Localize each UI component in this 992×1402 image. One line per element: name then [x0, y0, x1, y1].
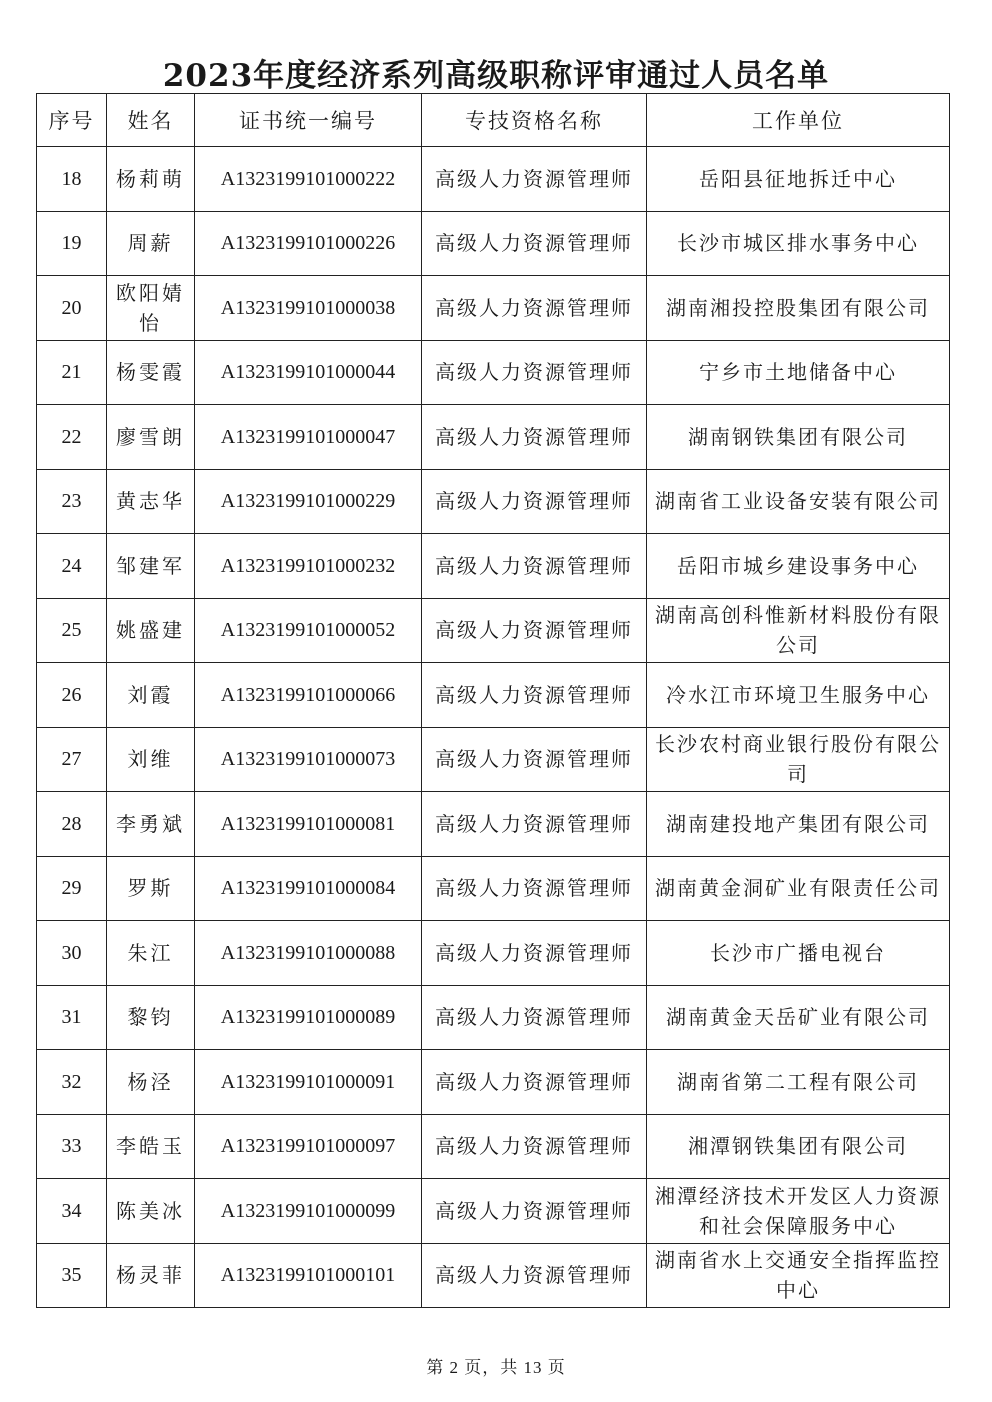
row-index: 21 — [37, 340, 107, 405]
table-row — [37, 921, 950, 986]
row-index: 28 — [37, 792, 107, 857]
table-row — [37, 1243, 950, 1308]
row-cert: A1323199101000089 — [195, 985, 422, 1050]
table-row — [37, 469, 950, 534]
row-name: 杨灵菲 — [107, 1243, 195, 1308]
row-qualification: 高级人力资源管理师 — [422, 1243, 647, 1308]
row-qualification: 高级人力资源管理师 — [422, 534, 647, 599]
row-cert: A1323199101000084 — [195, 856, 422, 921]
row-cert: A1323199101000232 — [195, 534, 422, 599]
row-index: 22 — [37, 405, 107, 470]
row-name: 黎钧 — [107, 985, 195, 1050]
column-header-index: 序号 — [37, 94, 107, 147]
row-name: 欧阳婧怡 — [107, 276, 195, 341]
row-qualification: 高级人力资源管理师 — [422, 1114, 647, 1179]
row-cert: A1323199101000052 — [195, 598, 422, 663]
document-title: 2023年度经济系列高级职称评审通过人员名单 — [162, 58, 830, 94]
row-index: 30 — [37, 921, 107, 986]
row-qualification: 高级人力资源管理师 — [422, 276, 647, 341]
row-cert: A1323199101000081 — [195, 792, 422, 857]
roster-table — [36, 93, 950, 1308]
table-row — [37, 792, 950, 857]
row-name: 廖雪朗 — [107, 405, 195, 470]
row-org: 湘潭经济技术开发区人力资源和社会保障服务中心 — [647, 1179, 950, 1244]
row-qualification: 高级人力资源管理师 — [422, 211, 647, 276]
row-index: 33 — [37, 1114, 107, 1179]
row-name: 杨莉萌 — [107, 147, 195, 212]
column-header-name: 姓名 — [107, 94, 195, 147]
row-cert: A1323199101000088 — [195, 921, 422, 986]
row-name: 黄志华 — [107, 469, 195, 534]
table-row — [37, 1114, 950, 1179]
row-index: 27 — [37, 727, 107, 792]
row-org: 岳阳县征地拆迁中心 — [647, 147, 950, 212]
table-row — [37, 663, 950, 728]
row-org: 湖南湘投控股集团有限公司 — [647, 276, 950, 341]
row-cert: A1323199101000066 — [195, 663, 422, 728]
row-org: 湖南省水上交通安全指挥监控中心 — [647, 1243, 950, 1308]
table-header-row — [37, 94, 950, 147]
row-index: 19 — [37, 211, 107, 276]
row-name: 刘霞 — [107, 663, 195, 728]
row-qualification: 高级人力资源管理师 — [422, 405, 647, 470]
row-qualification: 高级人力资源管理师 — [422, 1179, 647, 1244]
table-row — [37, 147, 950, 212]
row-org: 长沙市城区排水事务中心 — [647, 211, 950, 276]
table-row — [37, 1179, 950, 1244]
row-org: 湖南省工业设备安装有限公司 — [647, 469, 950, 534]
table-row — [37, 598, 950, 663]
row-cert: A1323199101000097 — [195, 1114, 422, 1179]
row-name: 李勇斌 — [107, 792, 195, 857]
row-index: 26 — [37, 663, 107, 728]
row-qualification: 高级人力资源管理师 — [422, 598, 647, 663]
row-org: 长沙市广播电视台 — [647, 921, 950, 986]
row-qualification: 高级人力资源管理师 — [422, 147, 647, 212]
row-qualification: 高级人力资源管理师 — [422, 1050, 647, 1115]
row-qualification: 高级人力资源管理师 — [422, 856, 647, 921]
row-qualification: 高级人力资源管理师 — [422, 663, 647, 728]
row-name: 刘维 — [107, 727, 195, 792]
row-name: 朱江 — [107, 921, 195, 986]
row-index: 32 — [37, 1050, 107, 1115]
row-cert: A1323199101000101 — [195, 1243, 422, 1308]
row-index: 20 — [37, 276, 107, 341]
row-index: 29 — [37, 856, 107, 921]
row-index: 24 — [37, 534, 107, 599]
row-org: 长沙农村商业银行股份有限公司 — [647, 727, 950, 792]
row-cert: A1323199101000222 — [195, 147, 422, 212]
row-cert: A1323199101000073 — [195, 727, 422, 792]
table-row — [37, 1050, 950, 1115]
table-row — [37, 985, 950, 1050]
row-name: 罗斯 — [107, 856, 195, 921]
row-index: 18 — [37, 147, 107, 212]
row-index: 23 — [37, 469, 107, 534]
table-row — [37, 534, 950, 599]
row-name: 周薪 — [107, 211, 195, 276]
row-org: 湖南钢铁集团有限公司 — [647, 405, 950, 470]
row-org: 宁乡市土地储备中心 — [647, 340, 950, 405]
row-qualification: 高级人力资源管理师 — [422, 985, 647, 1050]
row-org: 湘潭钢铁集团有限公司 — [647, 1114, 950, 1179]
row-index: 25 — [37, 598, 107, 663]
row-name: 李皓玉 — [107, 1114, 195, 1179]
row-org: 湖南高创科惟新材料股份有限公司 — [647, 598, 950, 663]
row-qualification: 高级人力资源管理师 — [422, 921, 647, 986]
table-row — [37, 405, 950, 470]
table-row — [37, 211, 950, 276]
row-name: 陈美冰 — [107, 1179, 195, 1244]
table-row — [37, 276, 950, 341]
row-org: 岳阳市城乡建设事务中心 — [647, 534, 950, 599]
row-cert: A1323199101000038 — [195, 276, 422, 341]
row-org: 湖南建投地产集团有限公司 — [647, 792, 950, 857]
page-number-footer: 第 2 页，共 13 页 — [426, 1358, 566, 1377]
row-index: 35 — [37, 1243, 107, 1308]
row-org: 湖南省第二工程有限公司 — [647, 1050, 950, 1115]
row-name: 邹建军 — [107, 534, 195, 599]
row-name: 杨泾 — [107, 1050, 195, 1115]
row-qualification: 高级人力资源管理师 — [422, 469, 647, 534]
column-header-org: 工作单位 — [647, 94, 950, 147]
column-header-qualification: 专技资格名称 — [422, 94, 647, 147]
row-org: 湖南黄金洞矿业有限责任公司 — [647, 856, 950, 921]
table-row — [37, 727, 950, 792]
table-row — [37, 856, 950, 921]
row-name: 杨雯霞 — [107, 340, 195, 405]
column-header-cert: 证书统一编号 — [195, 94, 422, 147]
row-name: 姚盛建 — [107, 598, 195, 663]
row-cert: A1323199101000091 — [195, 1050, 422, 1115]
table-row — [37, 340, 950, 405]
row-org: 冷水江市环境卫生服务中心 — [647, 663, 950, 728]
row-index: 31 — [37, 985, 107, 1050]
row-cert: A1323199101000099 — [195, 1179, 422, 1244]
row-qualification: 高级人力资源管理师 — [422, 340, 647, 405]
row-cert: A1323199101000044 — [195, 340, 422, 405]
row-cert: A1323199101000229 — [195, 469, 422, 534]
row-qualification: 高级人力资源管理师 — [422, 727, 647, 792]
row-cert: A1323199101000226 — [195, 211, 422, 276]
row-org: 湖南黄金天岳矿业有限公司 — [647, 985, 950, 1050]
row-qualification: 高级人力资源管理师 — [422, 792, 647, 857]
row-index: 34 — [37, 1179, 107, 1244]
row-cert: A1323199101000047 — [195, 405, 422, 470]
